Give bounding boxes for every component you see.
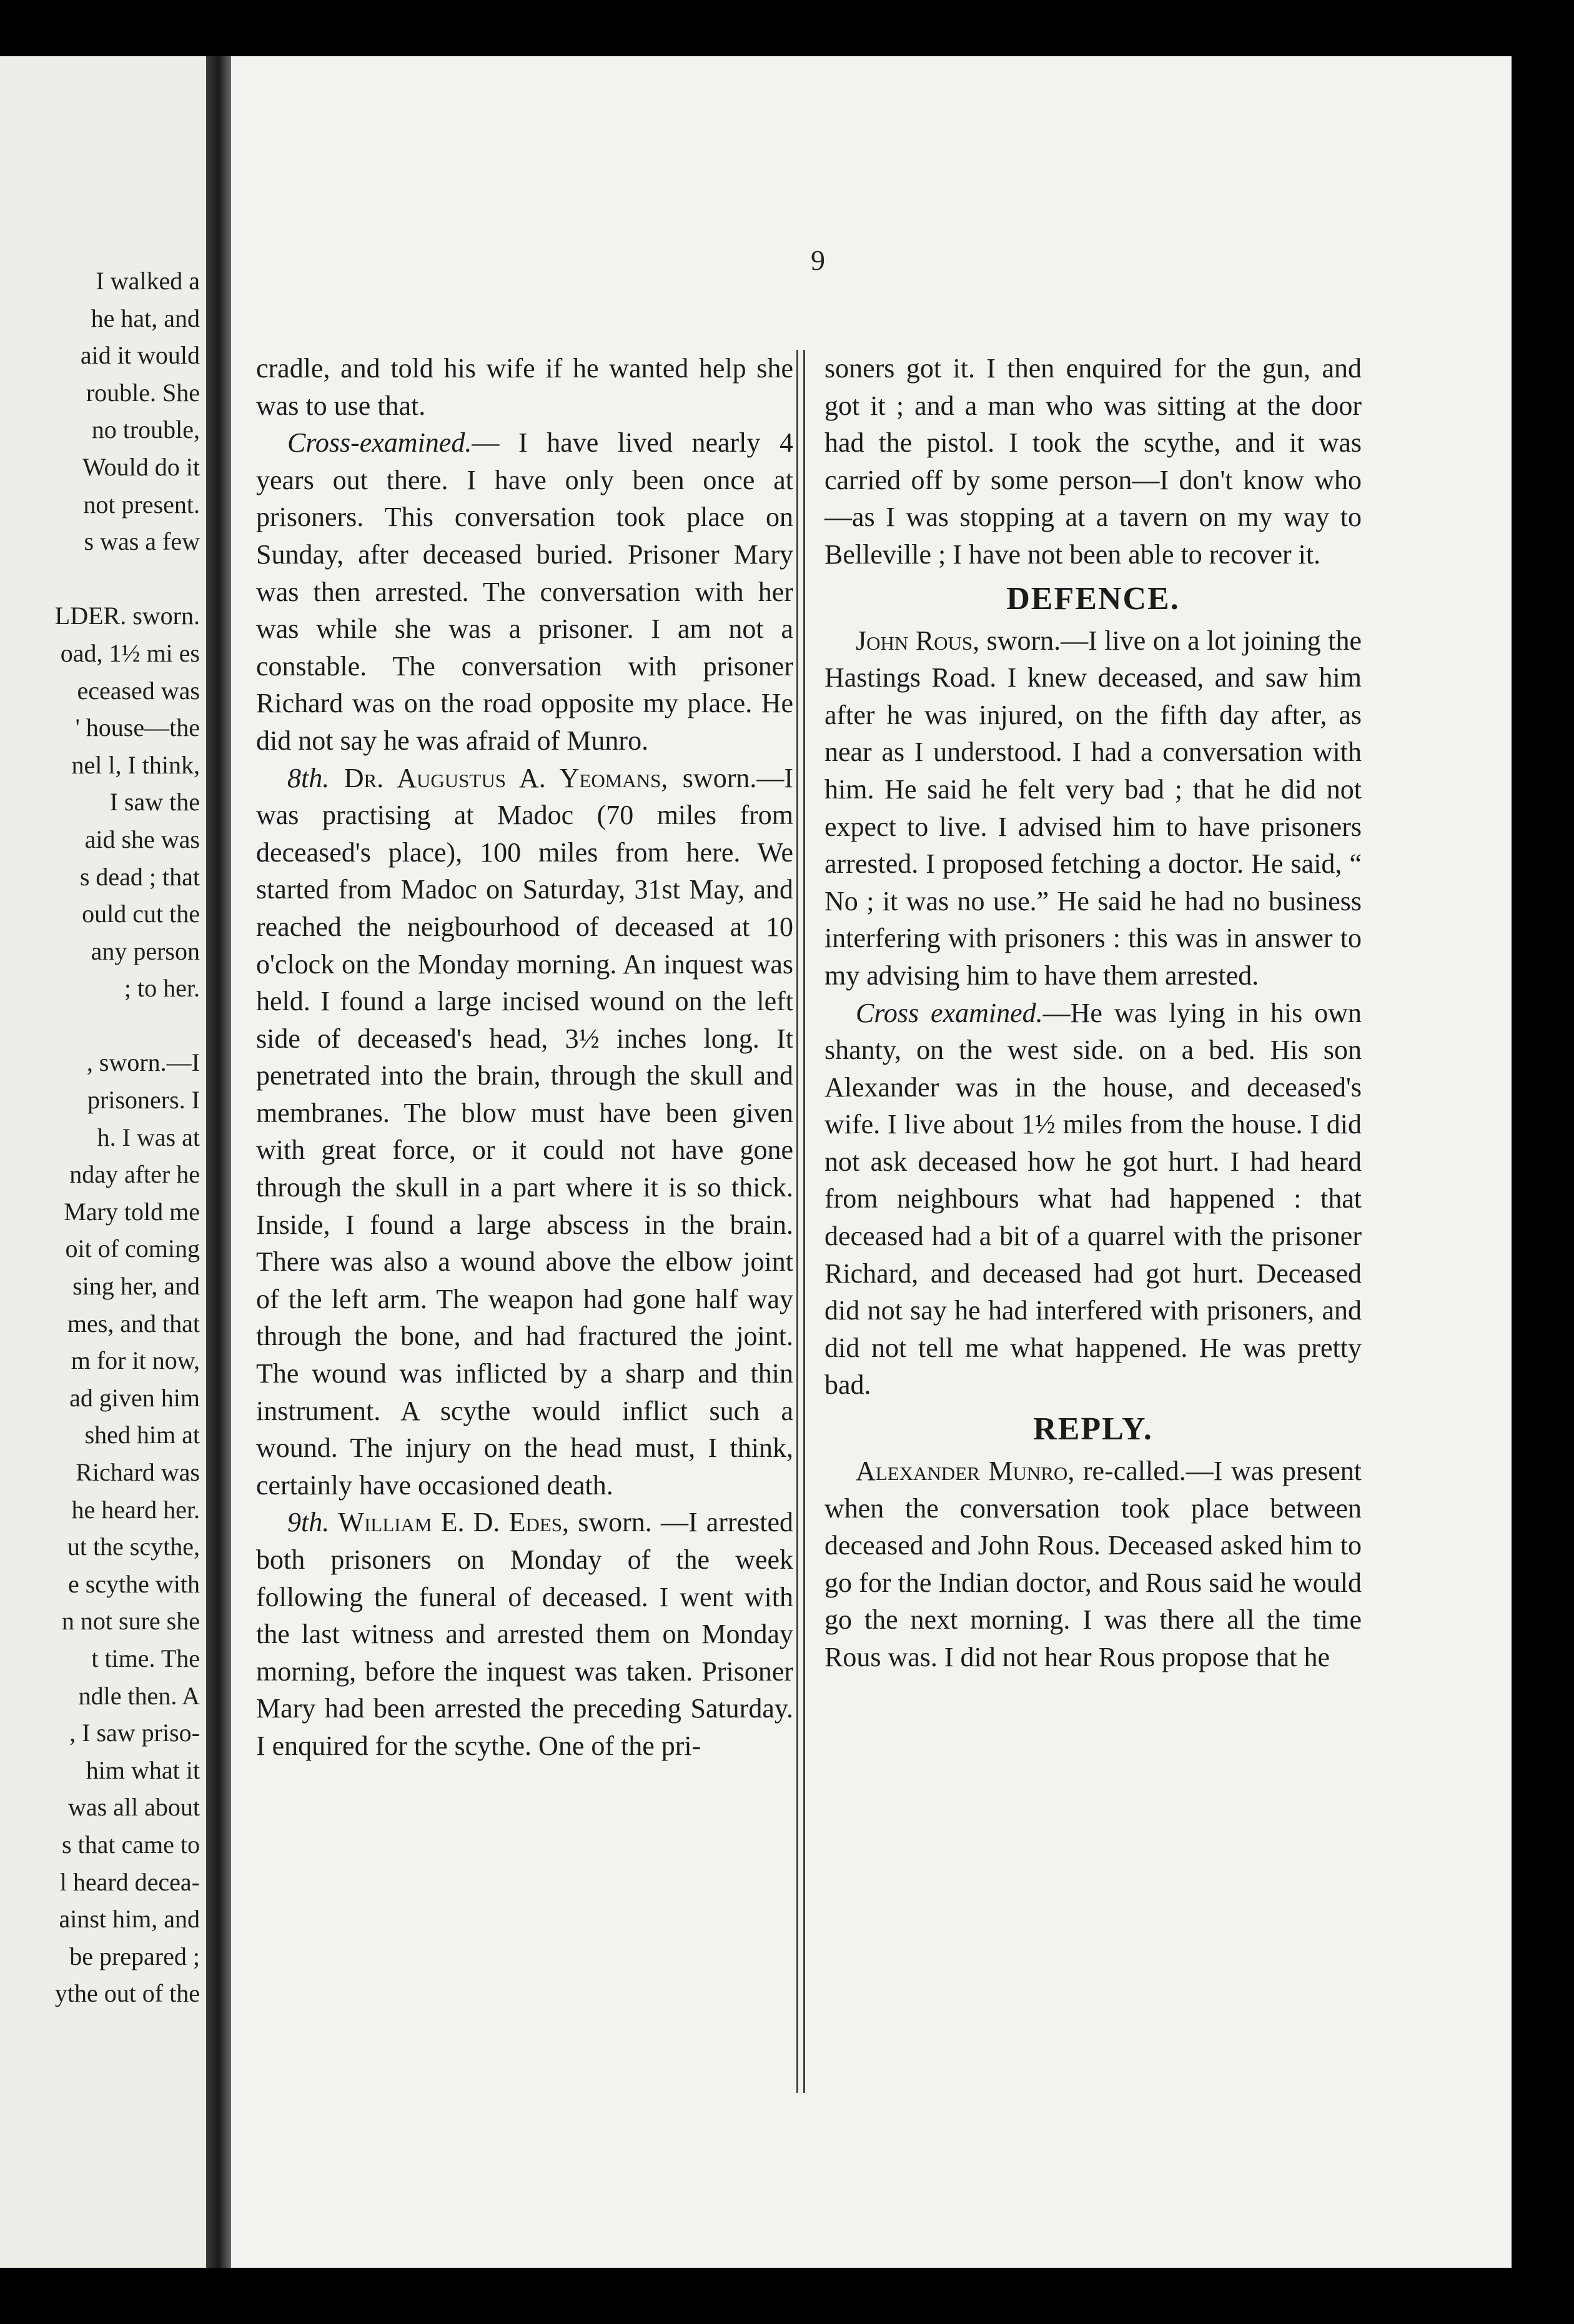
left-page-line: l heard decea-: [59, 1867, 200, 1896]
left-page-line: him what it: [86, 1755, 200, 1784]
left-page-line: ut the scythe,: [67, 1532, 200, 1561]
left-page-line: , I saw priso-: [69, 1719, 200, 1747]
paragraph: [256, 424, 793, 759]
left-page-line: s dead ; that: [79, 862, 200, 891]
column-1: [256, 350, 793, 1765]
left-page-line: not present.: [83, 490, 200, 519]
paragraph-text: soners got it. I then enquired for the gun, and got it ; and a man who was sitting at the door had the pistol. I took the scythe, and it was carried off by some person—I don't know who—as I was stopping at a tavern on my way to Belleville ; I have not been able to recover it.: [824, 353, 1362, 570]
left-page-line: m for it now,: [71, 1346, 200, 1375]
left-page-line: aid she was: [84, 825, 200, 853]
section-heading-reply: REPLY.: [1033, 1411, 1153, 1448]
paragraph: [824, 622, 1362, 995]
left-page-line: mes, and that: [67, 1309, 200, 1338]
cross-examined-label: Cross-examined.: [287, 427, 472, 459]
left-page-line: he heard her.: [71, 1495, 200, 1524]
left-page-line: LDER. sworn.: [54, 602, 200, 630]
witness-name: Dr. Augustus A. Yeomans,: [344, 762, 668, 793]
left-page-line: ad given him: [69, 1383, 200, 1412]
paragraph: [256, 1504, 793, 1764]
right-page: [231, 56, 1512, 2268]
paragraph: [824, 350, 1362, 574]
left-page-text: [0, 262, 200, 2012]
paragraph-text: sworn. —I arrested both prisoners on Monday of the week following the funeral of deceased. I went with the last witness and arrested them on Monday morning, before the inquest was taken. Prisoner Mary had been arrested the preceding Saturday. I enquired for the scythe. One of the pri-: [256, 1507, 794, 1761]
left-page-line: , sworn.—I: [86, 1048, 200, 1077]
left-page-line: Mary told me: [64, 1197, 200, 1226]
paragraph-text: sworn.—I live on a lot joining the Hastings Road. I knew deceased, and saw him after he was injured, on the fifth day after, as near as I understood. I had a conversation with him. He said he felt very bad ; that he did not expect to live. I advised him to have prisoners arrested. I proposed fetching a doctor. He said, “ No ; it was no use.” He said he had no business interfering with prisoners : this was in answer to my advising him to have them arrested.: [824, 625, 1362, 991]
left-page-line: I walked a: [96, 267, 200, 295]
witness-name: Alexander Munro,: [856, 1456, 1075, 1487]
left-page-line: ythe out of the: [54, 1979, 200, 2008]
paragraph: [824, 995, 1362, 1404]
left-page-line: shed him at: [84, 1421, 200, 1449]
left-page-line: sing her, and: [72, 1272, 200, 1301]
left-page-line: he hat, and: [91, 304, 200, 332]
left-page-line: rouble. She: [86, 378, 200, 407]
left-page-line: e scythe with: [67, 1569, 200, 1598]
left-page-line: no trouble,: [91, 415, 200, 444]
left-page-line: oit of coming: [65, 1234, 200, 1263]
cross-examined-label: Cross examined.: [856, 997, 1043, 1028]
left-page-line: ainst him, and: [59, 1905, 200, 1934]
page-number: 9: [811, 244, 825, 276]
witness-name: William E. D. Edes,: [338, 1507, 570, 1538]
left-page-line: oad, 1½ mi es: [60, 638, 200, 667]
column-rule: [796, 350, 805, 2093]
left-page-line: any person: [91, 936, 200, 965]
left-page-line: aid it would: [80, 341, 200, 370]
witness-ordinal: 8th.: [287, 762, 330, 793]
paragraph: [256, 760, 793, 1504]
left-page-line: n not sure she: [61, 1607, 200, 1636]
left-page-line: t time. The: [91, 1644, 200, 1672]
witness-ordinal: 9th.: [287, 1507, 330, 1538]
left-page-line: ' house—the: [75, 713, 200, 742]
left-page-line: Would do it: [82, 452, 200, 481]
left-page-line: ould cut the: [82, 900, 200, 928]
witness-name: John Rous,: [856, 625, 980, 656]
left-page-line: prisoners. I: [87, 1086, 200, 1115]
paragraph-text: —He was lying in his own shanty, on the west side. on a bed. His son Alexander was in the house, and deceased's wife. I live about 1½ miles from the house. I did not ask deceased how he got hurt. I had heard from neighbours what had happened : that deceased had a bit of a quarrel with the prisoner Richard, and deceased had got hurt. Deceased did not say he had interfered with prisoners, and did not tell me what happened. He was pretty bad.: [824, 997, 1362, 1401]
left-page-line: ndle then. A: [78, 1681, 200, 1710]
left-page-line: I saw the: [109, 788, 200, 817]
left-page-line: was all about: [67, 1793, 200, 1822]
section-heading-defence: DEFENCE.: [1006, 580, 1180, 617]
paragraph-text: cradle, and told his wife if he wanted help she was to use that.: [256, 353, 793, 421]
left-page-line: [0, 1007, 200, 1045]
left-page-line: h. I was at: [97, 1123, 200, 1151]
left-page-line: [0, 560, 200, 598]
paragraph-text: — I have lived nearly 4 years out there. I have only been once at prisoners. This conversation took place on Sunday, after deceased buried. Prisoner Mary was then arrested. The conversation with her was while she was a prisoner. I am not a constable. The conversation with prisoner Richard was on the road opposite my place. He did not say he was afraid of Munro.: [256, 427, 793, 756]
left-page-line: nel l, I think,: [71, 750, 200, 779]
left-page-line: s that came to: [61, 1830, 200, 1859]
left-page-line: Richard was: [76, 1458, 200, 1486]
left-page-line: eceased was: [77, 676, 200, 705]
left-page-line: be prepared ;: [69, 1942, 200, 1970]
left-page-line: s was a few: [84, 527, 200, 556]
paragraph: [824, 1452, 1362, 1676]
paragraph-text: re-called.—I was present when the conversation took place between deceased and John Rous. Deceased asked him to go for the Indian doctor, and Rous said he would go the next morning. I was there all the time Rous was. I did not hear Rous propose that he: [824, 1456, 1362, 1672]
left-page-line: nday after he: [69, 1160, 200, 1189]
left-page-line: ; to her.: [124, 974, 200, 1003]
paragraph: [256, 350, 793, 424]
column-2: [824, 350, 1362, 1676]
book-gutter: [206, 56, 231, 2268]
left-page-fragment: [0, 56, 206, 2268]
paragraph-text: sworn.—I was practising at Madoc (70 miles from deceased's place), 100 miles from here. We started from Madoc on Saturday, 31st May, and reached the neigbourhood of deceased at 10 o'clock on the Monday morning. An inquest was held. I found a large incised wound on the left side of deceased's head, 3½ inches long. It penetrated into the brain, through the skull and membranes. The blow must have been given with great force, or it could not have gone through the skull in a part where it is so thick. Inside, I found a large abscess in the brain. There was also a wound above the elbow joint of the left arm. The weapon had gone half way through the bone, and had fractured the joint. The wound was inflicted by a sharp and thin instrument. A scythe would inflict such a wound. The injury on the head must, I think, certainly have occasioned death.: [256, 762, 793, 1501]
